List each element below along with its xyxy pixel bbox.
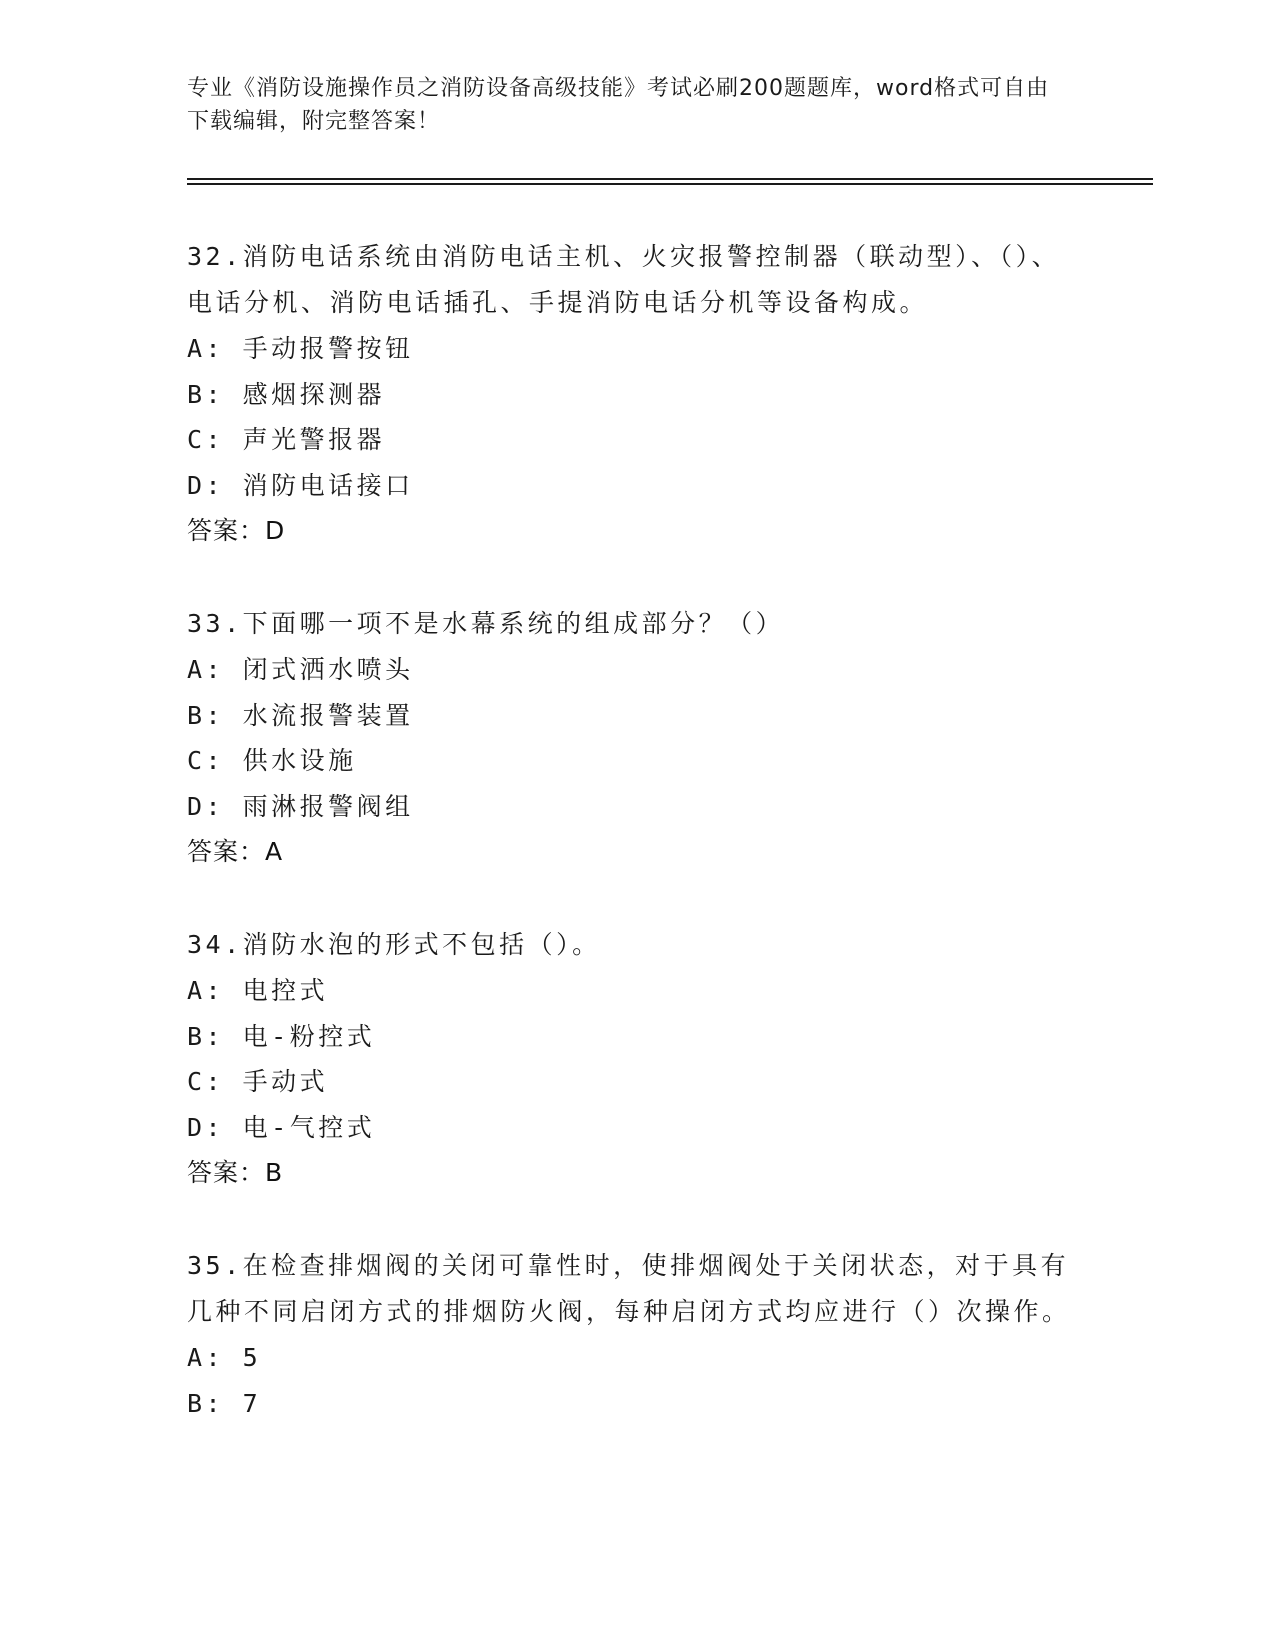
question-stem: 32.消防电话系统由消防电话主机、火灾报警控制器（联动型）、（）、电话分机、消防电话插孔、手提消防电话分机等设备构成。 [187,242,1061,317]
option-c: C: 供水设施 [187,746,357,775]
option-c: C: 手动式 [187,1067,329,1096]
option-b: B: 感烟探测器 [187,379,386,409]
question-stem: 33.下面哪一项不是水幕系统的组成部分？（） [187,609,785,638]
document-header: 专业《消防设施操作员之消防设备高级技能》考试必刷200题题库，word格式可自由下载编辑，附完整答案！ [187,76,1050,134]
question-35 [187,1243,1087,1426]
question-list [187,234,1087,1473]
answer-line: 答案：D [187,516,286,545]
question-34 [187,922,1087,1196]
question-stem: 35.在检查排烟阀的关闭可靠性时，使排烟阀处于关闭状态，对于具有几种不同启闭方式的排烟防火阀，每种启闭方式均应进行（）次操作。 [187,1251,1071,1326]
option-b: B: 水流报警装置 [187,700,414,730]
header-divider-bottom [187,183,1153,185]
option-b: B: 7 [187,1388,262,1418]
question-32 [187,234,1087,554]
answer-line: 答案：B [187,1158,284,1187]
option-a: A: 手动报警按钮 [187,334,414,363]
option-b: B: 电-粉控式 [187,1021,376,1051]
option-d: D: 雨淋报警阀组 [187,791,414,821]
option-c: C: 声光警报器 [187,425,386,454]
option-d: D: 电-气控式 [187,1112,376,1142]
option-a: A: 闭式洒水喷头 [187,655,414,684]
header-divider-top [187,178,1153,180]
question-33 [187,601,1087,875]
option-a: A: 电控式 [187,976,329,1005]
option-a: A: 5 [187,1343,262,1372]
question-stem: 34.消防水泡的形式不包括（）。 [187,930,601,959]
answer-line: 答案：A [187,837,284,866]
option-d: D: 消防电话接口 [187,470,414,500]
